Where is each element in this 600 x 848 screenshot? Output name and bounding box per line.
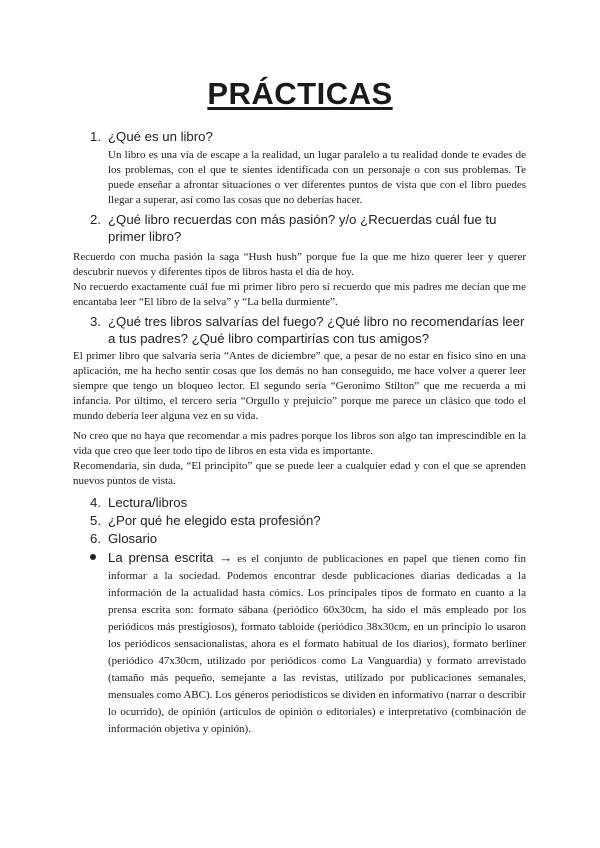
question-number: 6. xyxy=(90,531,101,546)
bullet-icon xyxy=(90,554,96,560)
answer-2-paragraph-2: No recuerdo exactamente cuál fue mi primer libro pero sí recuerdo que mis padres me decían que me encantaba leer “El libro de la selva” y “La bella durmiente”. xyxy=(73,281,526,308)
question-number: 1. xyxy=(90,129,101,144)
question-text: ¿Qué libro recuerdas con más pasión? y/o ¿Recuerdas cuál fue tu primer libro? xyxy=(108,212,497,244)
answer-1: Un libro es una vía de escape a la realidad, un lugar paralelo a tu realidad donde te evades de los problemas, con el que te sientes identificada con un personaje o con sus problemas. Te puede enseñar a afrontar situaciones o ver diferentes puntos de vista que con el libro puedes llegar a superar, así como las cosas que no deberías hacer. xyxy=(108,149,526,206)
question-text: ¿Por qué he elegido esta profesión? xyxy=(108,513,321,528)
question-text: ¿Qué es un libro? xyxy=(108,129,213,144)
question-text: Lectura/libros xyxy=(108,495,188,510)
question-3 xyxy=(90,313,532,347)
glossary-entry xyxy=(108,549,526,738)
question-number: 5. xyxy=(90,513,101,528)
question-number: 4. xyxy=(90,495,101,510)
answer-3-paragraph-1: El primer libro que salvaría sería “Antes de diciembre” que, a pesar de no estar en físico sino en una aplicación, me ha hecho sentir cosas que los demás no han conseguido, me hace volver a querer leer siempre que tengo un bloqueo lector. El segundo sería “Geronimo Stilton” que me recuerda a mi infancia. Por último, el tercero sería “Orgullo y prejuicio” porque me parece un clásico que todo el mundo debería leer alguna vez en su vida. xyxy=(73,350,526,422)
question-5 xyxy=(90,512,532,529)
question-number: 3. xyxy=(90,314,101,329)
answer-3-paragraph-2: No creo que no haya que recomendar a mis padres porque los libros son algo tan imprescindible en la vida que creo que leer todo tipo de libros en esta vida es importante. xyxy=(73,430,526,457)
question-text: Glosario xyxy=(108,531,158,546)
page-title: PRÁCTICAS xyxy=(207,76,393,111)
question-number: 2. xyxy=(90,212,101,227)
answer-3-paragraph-3: Recomendaría, sin duda, “El principito” que se puede leer a cualquier edad y con el que se aprenden nuevos puntos de vista. xyxy=(73,460,526,487)
glossary-bullet xyxy=(90,549,532,738)
question-1 xyxy=(90,128,532,145)
question-4 xyxy=(90,494,532,511)
answer-2-paragraph-1: Recuerdo con mucha pasión la saga “Hush hush” porque fue la que me hizo querer leer y querer descubrir nuevos y diferentes tipos de libros hasta el día de hoy. xyxy=(73,251,526,278)
glossary-definition: es el conjunto de publicaciones en papel que tienen como fin informar a la sociedad. Podemos encontrar desde publicaciones diarias dedicadas a la información de la actualidad hasta cómics. Los principales tipos de formato en cuanto a la prensa escrita son: formato sábana (periódico 60x30cm, ha sido el más empleado por los periódicos más prestigiosos), formato tabloide (periódico 38x30cm, en un principio lo usaron los periódicos sensacionalistas, ahora es el formato habitual de los diarios), formato berlíner (periódico 47x30cm, utilizado por periódicos como La Vanguardia) y formato arrevistado (tamaño más pequeño, semejante a las revistas, utilizado por publicaciones semanales, mensuales como ABC). Los géneros periodísticos se dividen en informativo (narrar o describir lo ocurrido), de opinión (artículos de opinión o editoriales) e interpretativo (combinación de información objetiva y opinión). xyxy=(108,553,527,735)
glossary-term: La prensa escrita → xyxy=(108,550,233,565)
question-2 xyxy=(90,211,532,245)
question-text: ¿Qué tres libros salvarías del fuego? ¿Qué libro no recomendarías leer a tus padres? ¿Qué libro compartirías con tus amigos? xyxy=(108,314,525,346)
question-6 xyxy=(90,530,532,547)
